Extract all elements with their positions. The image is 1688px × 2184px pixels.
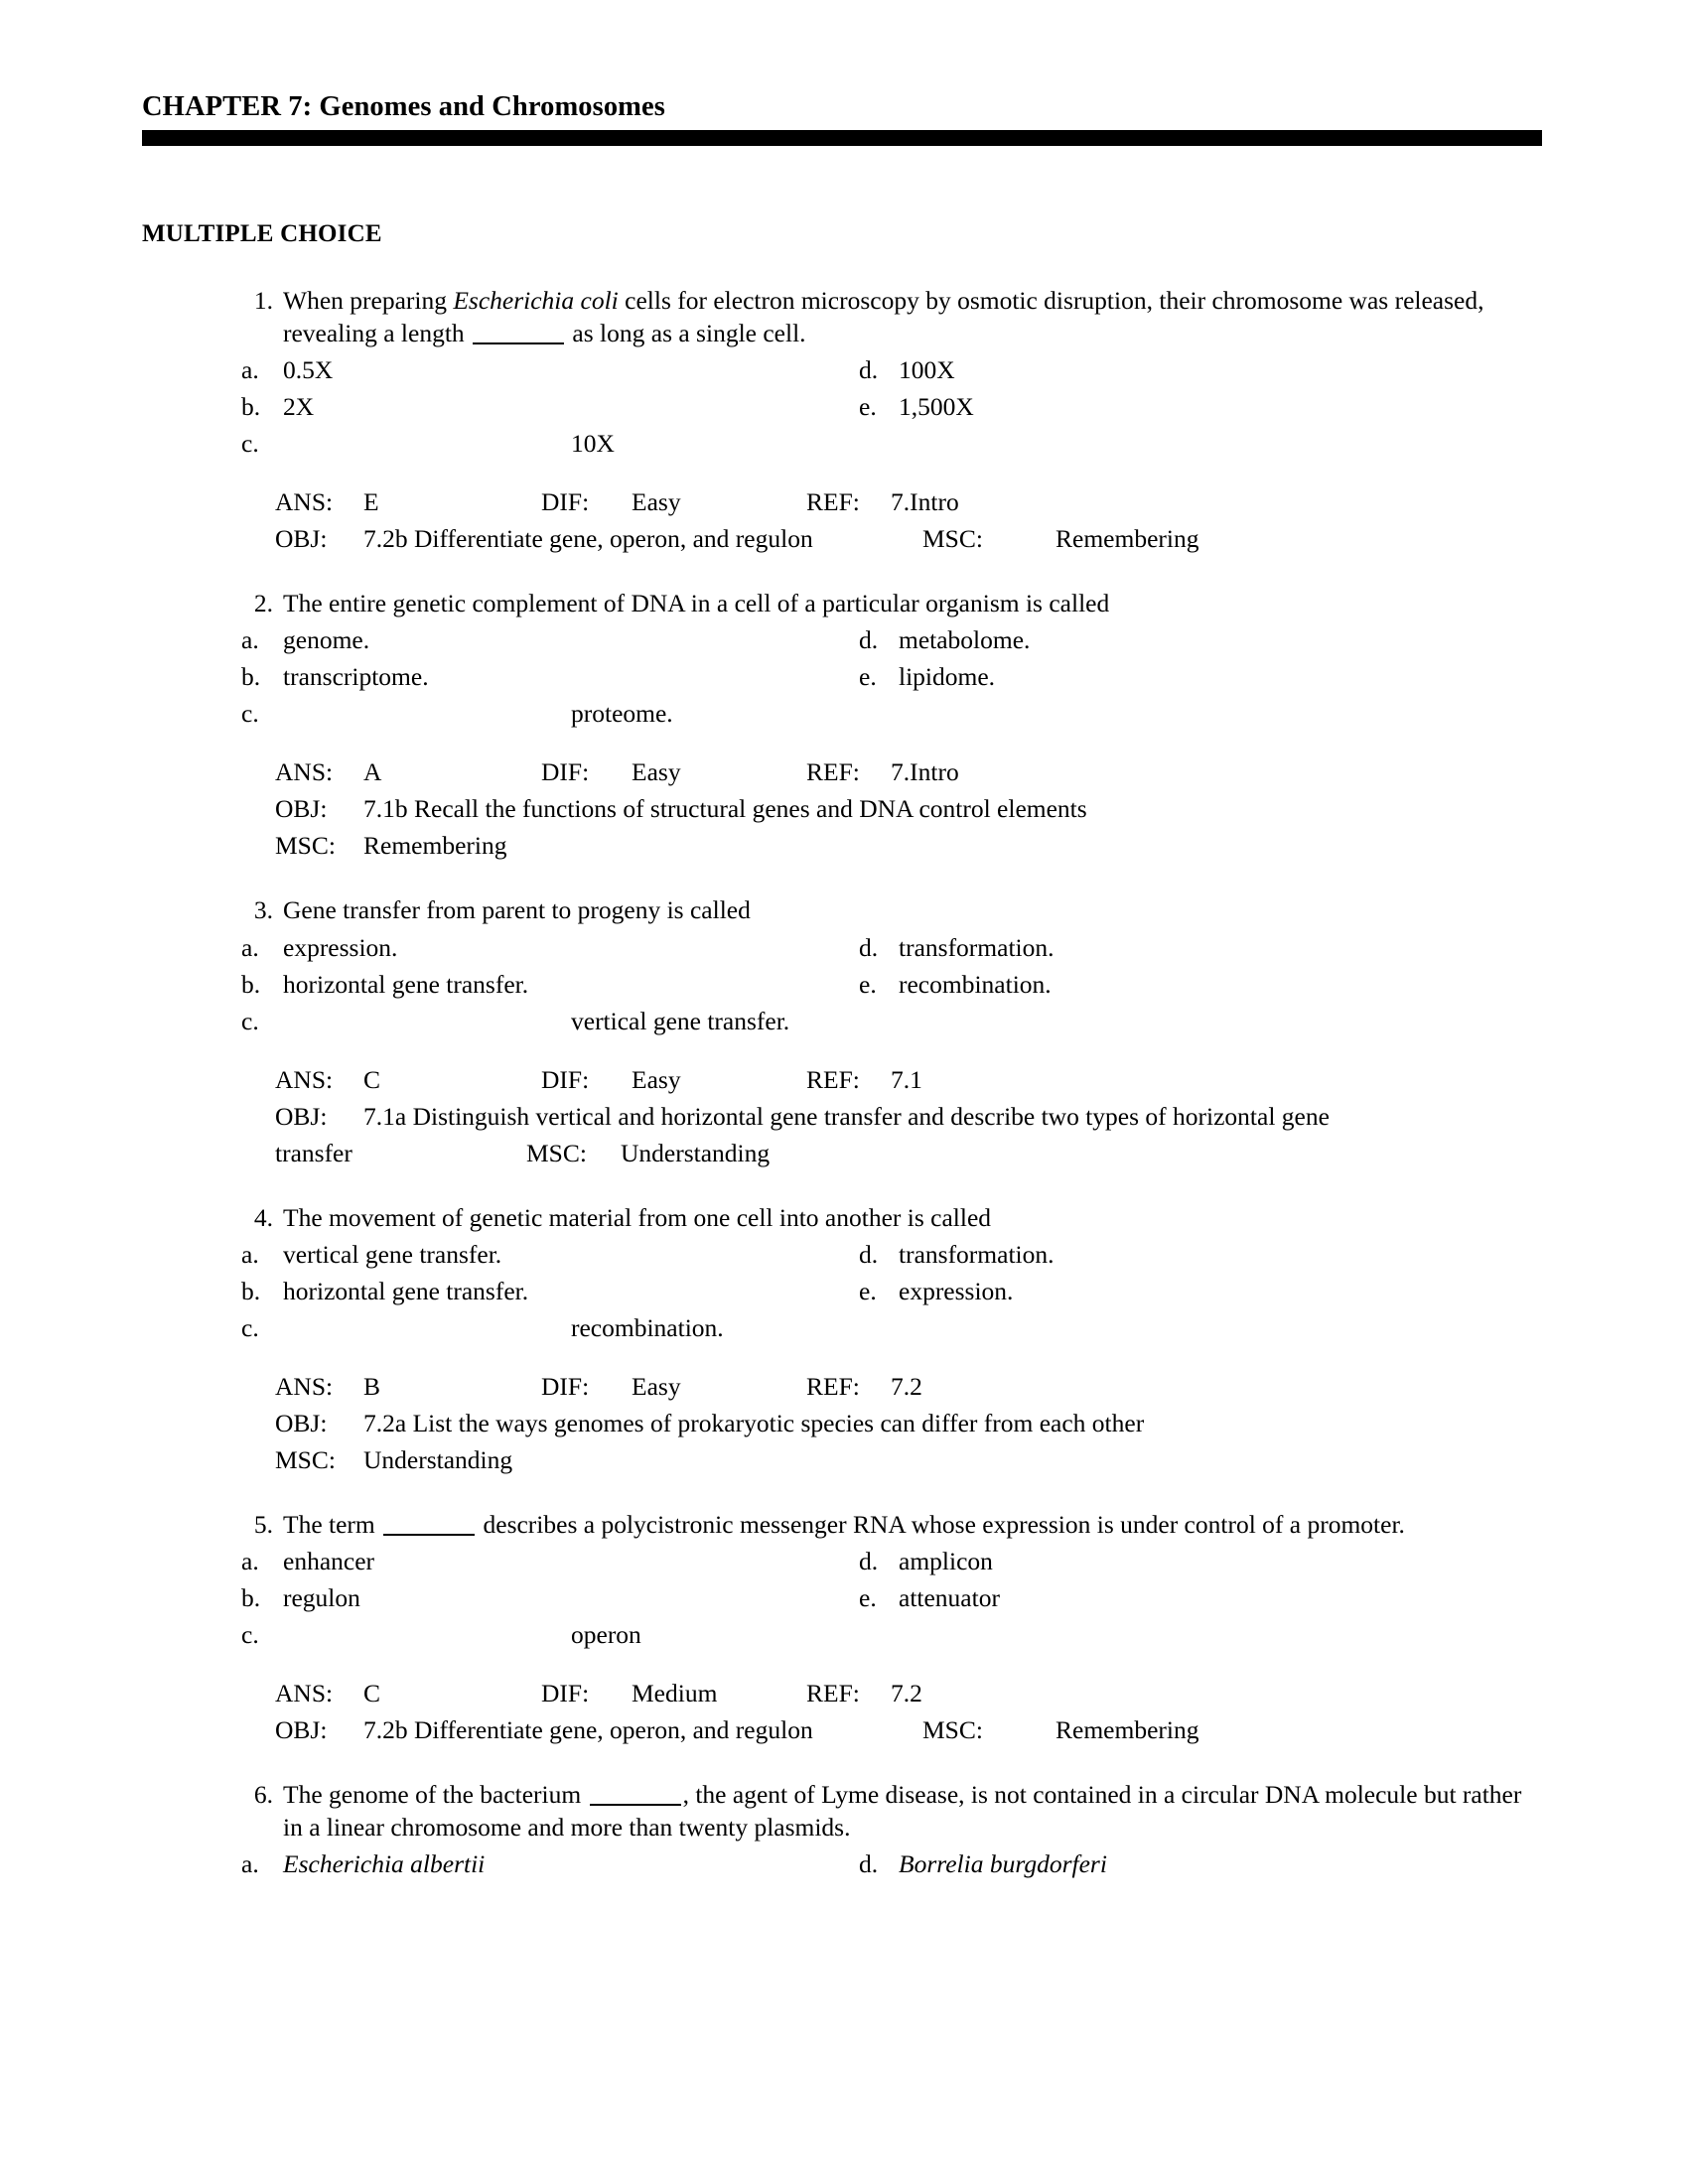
- question-block: [0, 893, 1688, 1170]
- option-text-e[interactable]: expression.: [899, 1276, 1014, 1305]
- option-text-a[interactable]: expression.: [283, 932, 398, 962]
- ans-value: B: [363, 1371, 381, 1401]
- answer-options: [0, 929, 1688, 1039]
- dif-value: Easy: [632, 1371, 681, 1401]
- stem-text: When preparing: [283, 286, 454, 315]
- option-text-e[interactable]: 1,500X: [899, 392, 974, 422]
- option-marker-d[interactable]: d.: [859, 625, 879, 655]
- meta-row-objective: [0, 1711, 1688, 1748]
- msc-value: Remembering: [1055, 1714, 1199, 1744]
- answer-metadata: [0, 1061, 1688, 1171]
- option-text-d[interactable]: transformation.: [899, 1239, 1055, 1269]
- page-header: [142, 91, 1542, 146]
- meta-row-objective: [0, 520, 1688, 557]
- obj-label: OBJ:: [275, 1101, 328, 1131]
- dif-label: DIF:: [541, 1678, 590, 1707]
- ref-label: REF:: [806, 1064, 860, 1094]
- meta-row-answer: [0, 1061, 1688, 1098]
- option-text-a[interactable]: enhancer: [283, 1546, 375, 1575]
- question-number: 3.: [253, 895, 273, 925]
- option-row: [0, 1845, 1688, 1882]
- option-text-a[interactable]: 0.5X: [283, 355, 334, 385]
- obj-label: OBJ:: [275, 794, 328, 824]
- dif-value: Easy: [632, 487, 681, 517]
- question-number: 4.: [253, 1202, 273, 1232]
- question-number: 1.: [253, 286, 273, 315]
- ans-value: A: [363, 757, 382, 787]
- question-block: [0, 284, 1688, 557]
- meta-row-answer: [0, 753, 1688, 790]
- option-marker-b[interactable]: b.: [241, 392, 261, 422]
- option-row: [0, 929, 1688, 966]
- chapter-title: CHAPTER 7: Genomes and Chromosomes: [142, 91, 665, 122]
- option-text-d[interactable]: 100X: [899, 355, 955, 385]
- option-marker-a[interactable]: a.: [241, 1239, 259, 1269]
- ref-label: REF:: [806, 1371, 860, 1401]
- question-stem: [0, 1778, 1688, 1843]
- meta-row-answer: [0, 1675, 1688, 1711]
- msc-value: Understanding: [621, 1138, 771, 1167]
- question-spacer: [0, 1189, 1688, 1201]
- option-marker-c[interactable]: c.: [241, 699, 259, 729]
- stem-text: cells for electron microscopy by osmotic disruption, their chromosome was released, revealing a length: [283, 286, 1484, 348]
- option-row: [0, 1003, 1688, 1039]
- option-row: [0, 1616, 1688, 1653]
- question-spacer: [0, 575, 1688, 587]
- option-text-b[interactable]: 2X: [283, 392, 315, 422]
- dif-label: DIF:: [541, 1064, 590, 1094]
- obj-value: 7.1a Distinguish vertical and horizontal gene transfer and describe two types of horizontal gene: [363, 1101, 1330, 1131]
- option-text-c[interactable]: operon: [571, 1619, 641, 1649]
- option-row: [0, 1579, 1688, 1616]
- option-row: [0, 1309, 1688, 1346]
- option-text-b[interactable]: horizontal gene transfer.: [283, 1276, 529, 1305]
- msc-label: MSC:: [275, 831, 336, 861]
- option-marker-b[interactable]: b.: [241, 1276, 261, 1305]
- ref-value: 7.1: [891, 1064, 922, 1094]
- option-row: [0, 1543, 1688, 1579]
- answer-options: [0, 1236, 1688, 1346]
- ans-label: ANS:: [275, 1371, 334, 1401]
- ans-value: C: [363, 1064, 381, 1094]
- answer-metadata: [0, 483, 1688, 557]
- header-rule: [142, 130, 1542, 146]
- msc-label: MSC:: [275, 1444, 336, 1474]
- fill-in-blank: [590, 1804, 681, 1806]
- option-text-b[interactable]: regulon: [283, 1582, 360, 1612]
- meta-row-objective-continued: [0, 1135, 1688, 1171]
- msc-value: Remembering: [1055, 524, 1199, 554]
- option-row: [0, 388, 1688, 425]
- stem-text: as long as a single cell.: [566, 319, 806, 348]
- question-spacer: [0, 1766, 1688, 1778]
- option-text-d[interactable]: Borrelia burgdorferi: [899, 1849, 1107, 1879]
- option-marker-e[interactable]: e.: [859, 969, 877, 999]
- option-row: [0, 695, 1688, 732]
- ans-label: ANS:: [275, 1678, 334, 1707]
- option-text-c[interactable]: 10X: [571, 429, 615, 459]
- option-text-d[interactable]: amplicon: [899, 1546, 993, 1575]
- option-marker-d[interactable]: d.: [859, 1239, 879, 1269]
- option-marker-d[interactable]: d.: [859, 932, 879, 962]
- option-text-b[interactable]: horizontal gene transfer.: [283, 969, 529, 999]
- option-marker-e[interactable]: e.: [859, 1582, 877, 1612]
- option-marker-b[interactable]: b.: [241, 969, 261, 999]
- option-row: [0, 658, 1688, 695]
- option-row: [0, 1236, 1688, 1273]
- stem-text: The entire genetic complement of DNA in a cell of a particular organism is called: [283, 589, 1110, 618]
- meta-row-answer: [0, 1368, 1688, 1405]
- dif-label: DIF:: [541, 757, 590, 787]
- option-text-c[interactable]: vertical gene transfer.: [571, 1006, 790, 1035]
- question-stem: [0, 1201, 1688, 1234]
- ref-label: REF:: [806, 487, 860, 517]
- option-marker-c[interactable]: c.: [241, 1006, 259, 1035]
- question-spacer: [0, 1900, 1688, 1912]
- section-heading-multiple-choice: MULTIPLE CHOICE: [142, 220, 382, 247]
- obj-value-continued: transfer: [275, 1138, 352, 1167]
- ref-value: 7.Intro: [891, 757, 959, 787]
- dif-label: DIF:: [541, 487, 590, 517]
- option-text-e[interactable]: attenuator: [899, 1582, 1000, 1612]
- question-number: 2.: [253, 589, 273, 618]
- option-row: [0, 1273, 1688, 1309]
- option-text-a[interactable]: vertical gene transfer.: [283, 1239, 502, 1269]
- answer-options: [0, 1543, 1688, 1653]
- option-marker-a[interactable]: a.: [241, 1849, 259, 1879]
- answer-options: [0, 351, 1688, 462]
- msc-value: Remembering: [363, 831, 507, 861]
- ans-label: ANS:: [275, 1064, 334, 1094]
- option-marker-a[interactable]: a.: [241, 932, 259, 962]
- option-text-e[interactable]: lipidome.: [899, 662, 996, 692]
- option-text-e[interactable]: recombination.: [899, 969, 1052, 999]
- option-marker-b[interactable]: b.: [241, 662, 261, 692]
- question-stem: [0, 1508, 1688, 1541]
- stem-italic-term: Escherichia coli: [453, 286, 619, 315]
- msc-label: MSC:: [922, 1714, 983, 1744]
- option-marker-e[interactable]: e.: [859, 1276, 877, 1305]
- questions-list: [0, 284, 1688, 1912]
- msc-value: Understanding: [363, 1444, 513, 1474]
- ref-label: REF:: [806, 757, 860, 787]
- option-marker-e[interactable]: e.: [859, 392, 877, 422]
- msc-label: MSC:: [922, 524, 983, 554]
- ref-label: REF:: [806, 1678, 860, 1707]
- option-marker-d[interactable]: d.: [859, 355, 879, 385]
- option-marker-c[interactable]: c.: [241, 429, 259, 459]
- option-text-c[interactable]: proteome.: [571, 699, 673, 729]
- obj-label: OBJ:: [275, 1714, 328, 1744]
- obj-label: OBJ:: [275, 1408, 328, 1437]
- stem-text: , the agent of Lyme disease, is not contained in a circular DNA molecule but rather in a linear chromosome and more than twenty plasmids.: [283, 1779, 1522, 1842]
- option-marker-c[interactable]: c.: [241, 1312, 259, 1342]
- question-number: 6.: [253, 1779, 273, 1809]
- question-block: [0, 587, 1688, 864]
- option-marker-c[interactable]: c.: [241, 1619, 259, 1649]
- question-spacer: [0, 882, 1688, 893]
- ans-label: ANS:: [275, 487, 334, 517]
- meta-row-objective: [0, 1405, 1688, 1441]
- option-text-b[interactable]: transcriptome.: [283, 662, 429, 692]
- stem-text: Gene transfer from parent to progeny is called: [283, 895, 751, 925]
- dif-label: DIF:: [541, 1371, 590, 1401]
- option-row: [0, 351, 1688, 388]
- option-text-a[interactable]: Escherichia albertii: [283, 1849, 486, 1879]
- obj-value: 7.2a List the ways genomes of prokaryotic species can differ from each other: [363, 1408, 1145, 1437]
- ans-value: C: [363, 1678, 381, 1707]
- ans-value: E: [363, 487, 379, 517]
- ref-value: 7.2: [891, 1678, 922, 1707]
- dif-value: Easy: [632, 1064, 681, 1094]
- ref-value: 7.2: [891, 1371, 922, 1401]
- option-row: [0, 966, 1688, 1003]
- question-number: 5.: [253, 1509, 273, 1539]
- stem-text: describes a polycistronic messenger RNA whose expression is under control of a promoter.: [477, 1509, 1405, 1539]
- obj-value: 7.1b Recall the functions of structural genes and DNA control elements: [363, 794, 1087, 824]
- answer-metadata: [0, 1675, 1688, 1748]
- option-text-a[interactable]: genome.: [283, 625, 370, 655]
- obj-value: 7.2b Differentiate gene, operon, and regulon: [363, 1714, 813, 1744]
- option-marker-a[interactable]: a.: [241, 355, 259, 385]
- option-marker-a[interactable]: a.: [241, 625, 259, 655]
- msc-label: MSC:: [526, 1138, 587, 1167]
- option-marker-d[interactable]: d.: [859, 1849, 879, 1879]
- stem-text: The genome of the bacterium: [283, 1779, 588, 1809]
- option-marker-b[interactable]: b.: [241, 1582, 261, 1612]
- obj-value: 7.2b Differentiate gene, operon, and regulon: [363, 524, 813, 554]
- stem-text: The term: [283, 1509, 382, 1539]
- question-spacer: [0, 1496, 1688, 1508]
- option-row: [0, 621, 1688, 658]
- question-stem: [0, 893, 1688, 926]
- question-stem: [0, 587, 1688, 619]
- option-marker-d[interactable]: d.: [859, 1546, 879, 1575]
- dif-value: Easy: [632, 757, 681, 787]
- option-row: [0, 425, 1688, 462]
- question-block: [0, 1508, 1688, 1748]
- answer-metadata: [0, 753, 1688, 864]
- stem-text: The movement of genetic material from one cell into another is called: [283, 1202, 992, 1232]
- meta-row-answer: [0, 483, 1688, 520]
- meta-row-objective: [0, 1098, 1688, 1135]
- answer-options: [0, 621, 1688, 732]
- meta-row-objective: [0, 790, 1688, 827]
- option-marker-e[interactable]: e.: [859, 662, 877, 692]
- option-text-d[interactable]: transformation.: [899, 932, 1055, 962]
- fill-in-blank: [473, 342, 564, 344]
- question-block: [0, 1201, 1688, 1478]
- dif-value: Medium: [632, 1678, 718, 1707]
- option-text-d[interactable]: metabolome.: [899, 625, 1031, 655]
- answer-options: [0, 1845, 1688, 1882]
- question-block: [0, 1778, 1688, 1882]
- question-stem: [0, 284, 1688, 349]
- ref-value: 7.Intro: [891, 487, 959, 517]
- meta-row-msc: [0, 827, 1688, 864]
- option-marker-a[interactable]: a.: [241, 1546, 259, 1575]
- answer-metadata: [0, 1368, 1688, 1478]
- obj-label: OBJ:: [275, 524, 328, 554]
- option-text-c[interactable]: recombination.: [571, 1312, 724, 1342]
- ans-label: ANS:: [275, 757, 334, 787]
- fill-in-blank: [383, 1534, 475, 1536]
- meta-row-msc: [0, 1441, 1688, 1478]
